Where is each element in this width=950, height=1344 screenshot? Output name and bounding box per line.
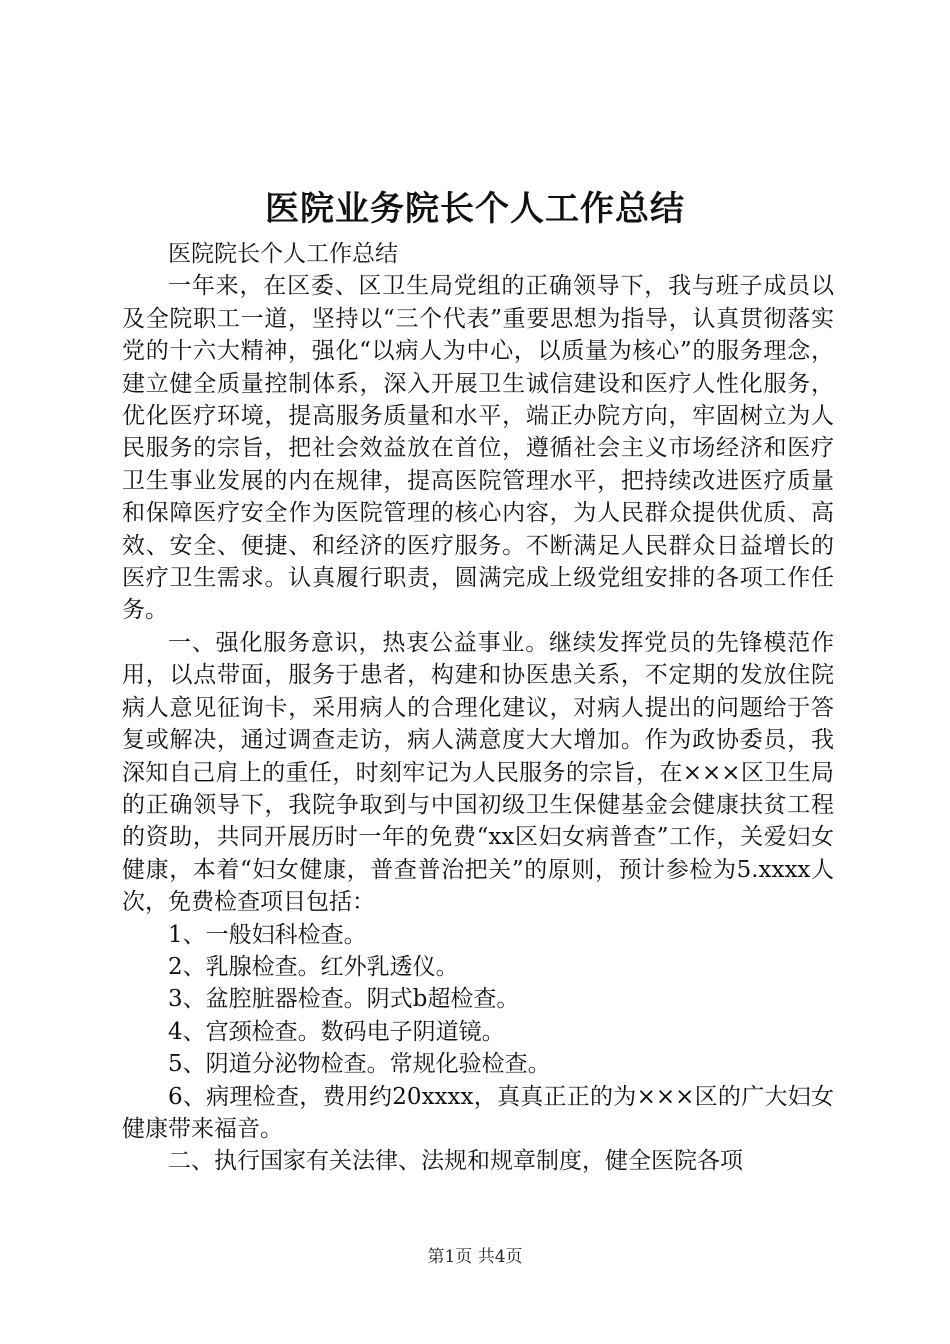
list-item: 3、盆腔脏器检查。阴式b超检查。 bbox=[168, 986, 520, 1013]
list-item: 4、宫颈检查。数码电子阴道镜。 bbox=[168, 1018, 505, 1045]
document-title: 医院业务院长个人工作总结 bbox=[265, 189, 685, 229]
subtitle-paragraph: 医院院长个人工作总结 bbox=[168, 241, 398, 267]
page-footer: 第1页 共4页 bbox=[427, 1247, 523, 1267]
section-one-paragraph: 一、强化服务意识，热衷公益事业。继续发挥党员的先锋模范作用，以点带面，服务于患者，构建和协医患关系，不定期的发放住院病人意见征询卡，采用病人的合理化建议，对病人提出的问题给于答复或解决，通过调查走访，病人满意度大大增加。作为政协委员，我深知自己肩上的重任，时刻牢记为人民服务的宗旨，在×××区卫生局的正确领导下，我院争取到与中国初级卫生保健基金会健康扶贫工程的资助，共同开展历时一年的免费“xx区妇女病普查”工作，关爱妇女健康，本着“妇女健康，普查普治把关”的原则，预计参检为5.xxxx人次，免费检查项目包括： bbox=[122, 629, 834, 916]
document-body bbox=[122, 238, 834, 1178]
section-two-paragraph: 二、执行国家有关法律、法规和规章制度，健全医院各项 bbox=[168, 1148, 743, 1175]
list-item: 6、病理检查，费用约20xxxx，真真正正的为×××区的广大妇女健康带来福音。 bbox=[122, 1083, 834, 1142]
list-item: 5、阴道分泌物检查。常规化验检查。 bbox=[168, 1051, 551, 1078]
list-item: 1、一般妇科检查。 bbox=[168, 921, 367, 948]
intro-paragraph: 一年来，在区委、区卫生局党组的正确领导下，我与班子成员以及全院职工一道，坚持以“三个代表”重要思想为指导，认真贯彻落实党的十六大精神，强化“以病人为中心，以质量为核心”的服务理念，建立健全质量控制体系，深入开展卫生诚信建设和医疗人性化服务，优化医疗环境，提高服务质量和水平，端正办院方向，牢固树立为人民服务的宗旨，把社会效益放在首位，遵循社会主义市场经济和医疗卫生事业发展的内在规律，提高医院管理水平，把持续改进医疗质量和保障医疗安全作为医院管理的核心内容，为人民群众提供优质、高效、安全、便捷、和经济的医疗服务。不断满足人民群众日益增长的医疗卫生需求。认真履行职责，圆满完成上级党组安排的各项工作任务。 bbox=[122, 273, 834, 624]
list-item: 2、乳腺检查。红外乳透仪。 bbox=[168, 953, 459, 980]
